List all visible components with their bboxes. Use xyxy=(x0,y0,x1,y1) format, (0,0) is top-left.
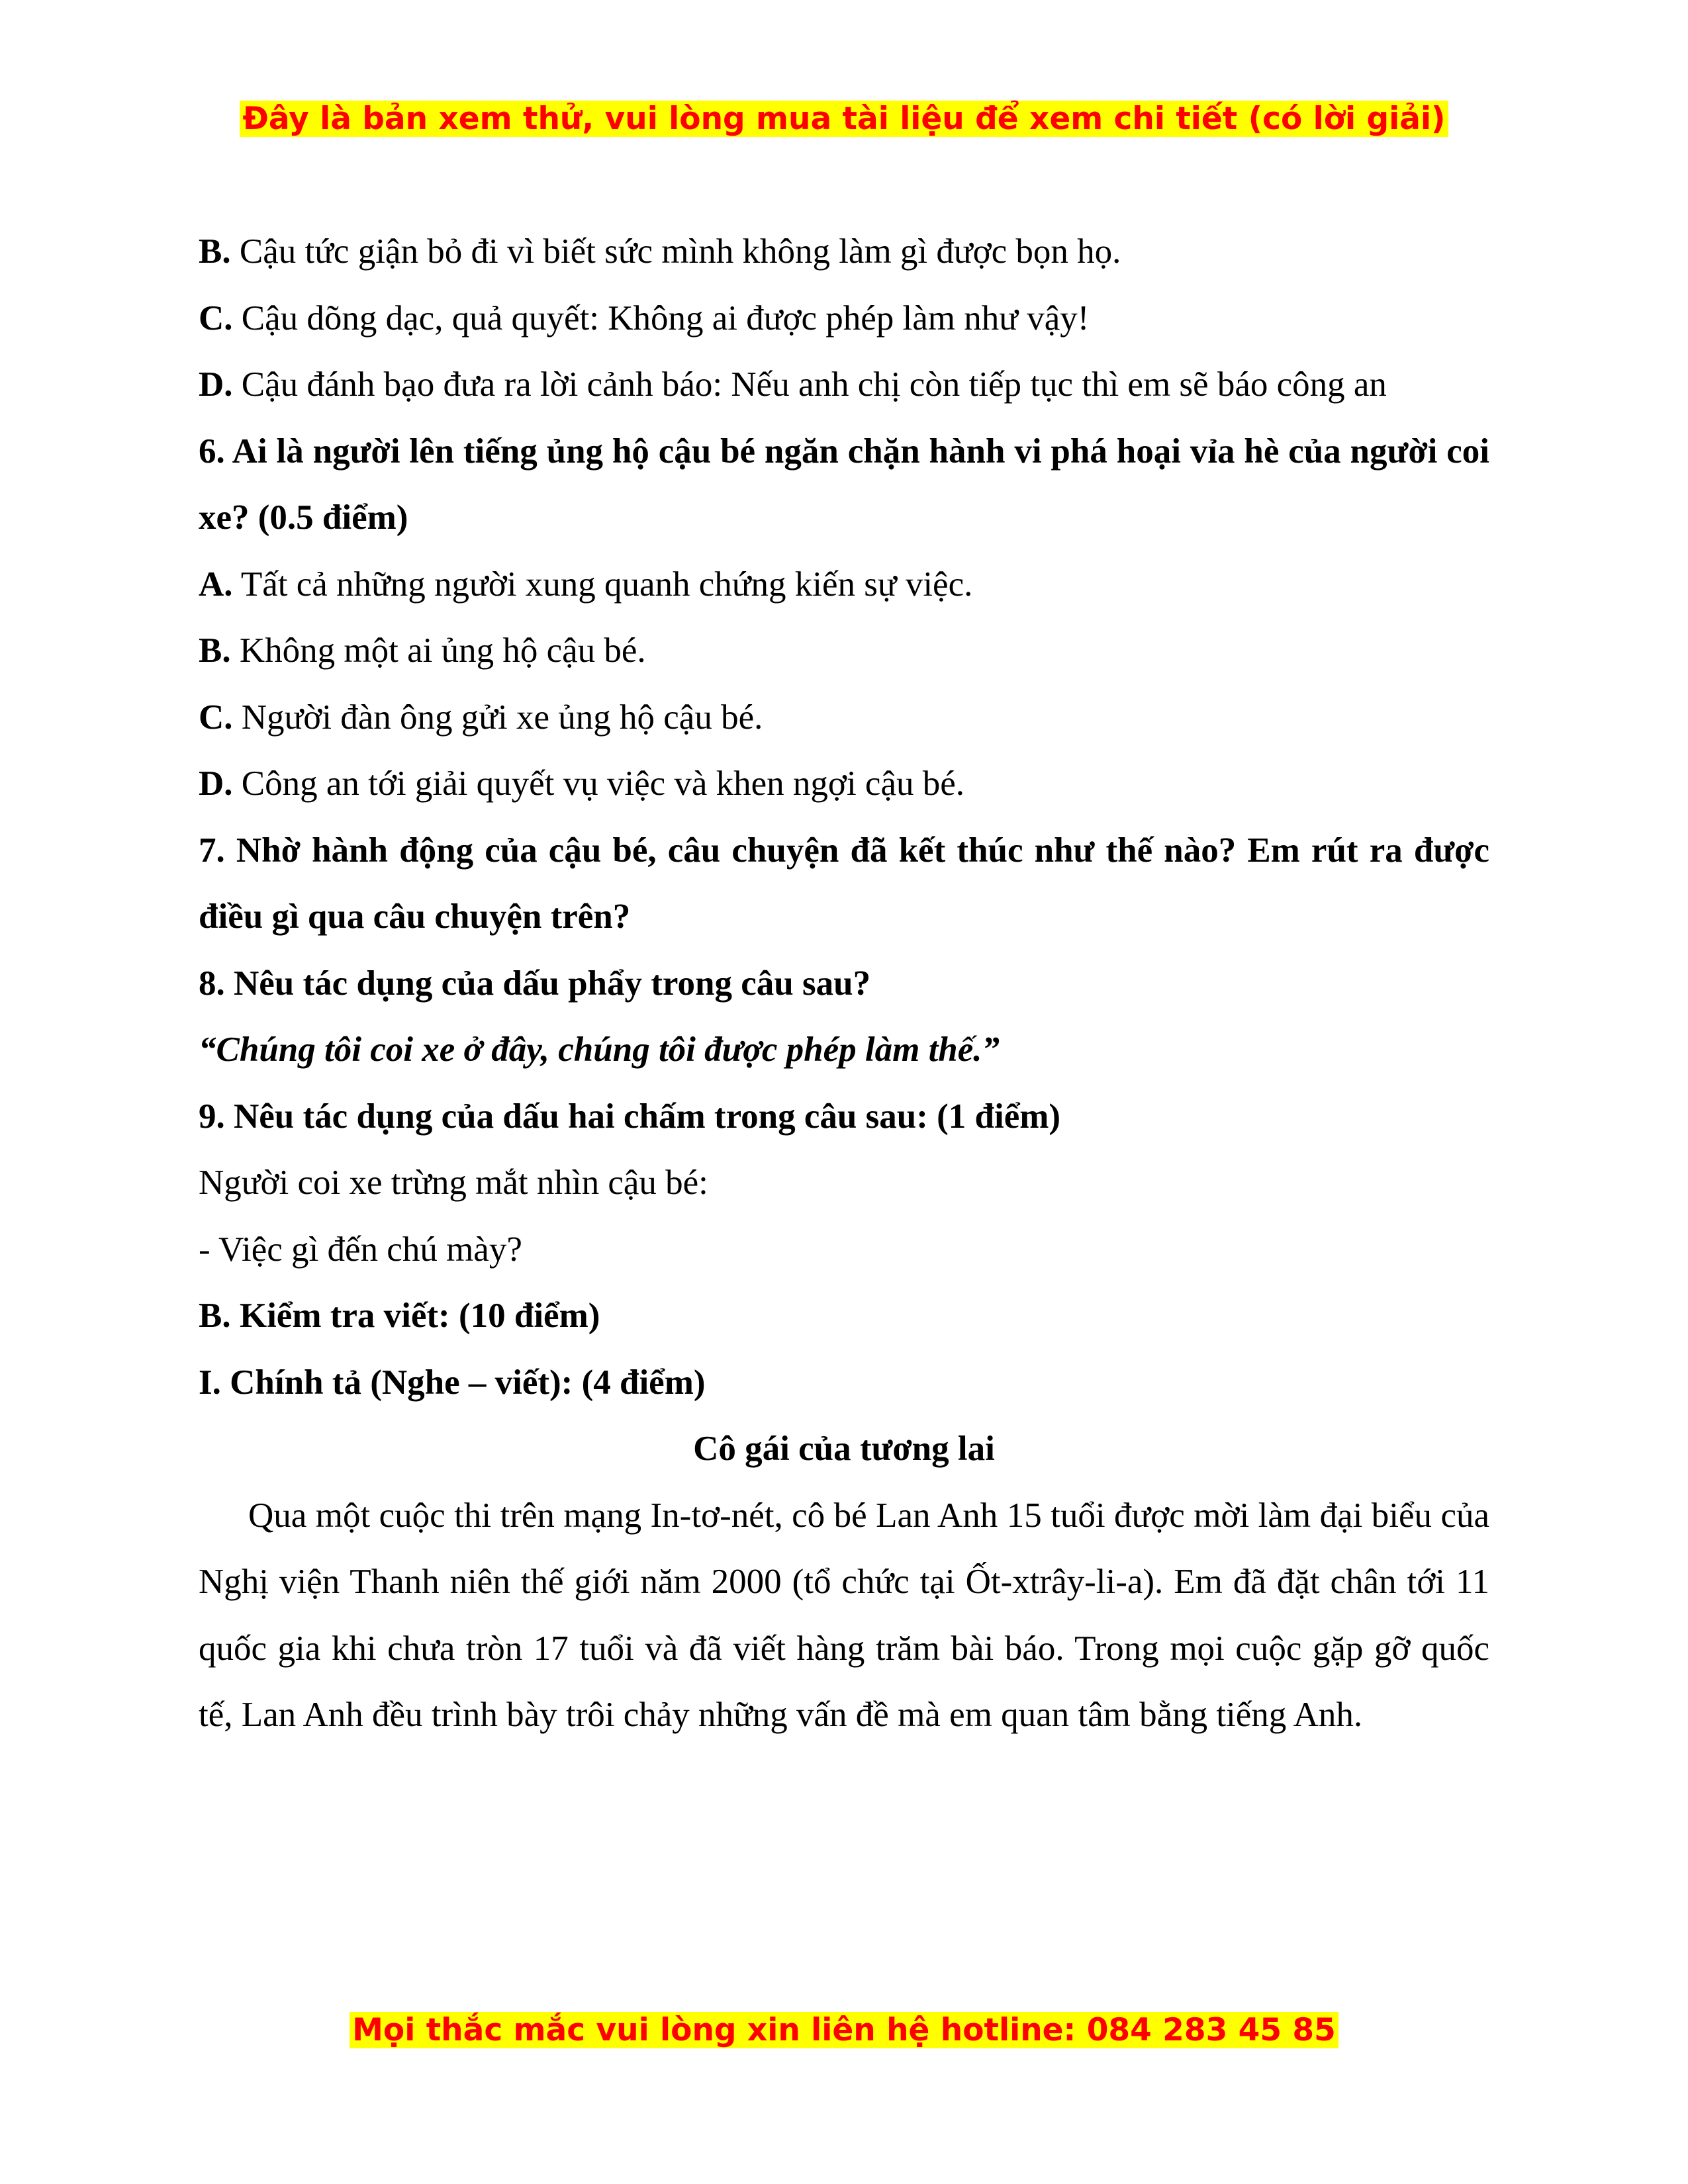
q6-option-b: B. Không một ai ủng hộ cậu bé. xyxy=(199,631,646,670)
q6-option-d: D. Công an tới giải quyết vụ việc và khen ngợi cậu bé. xyxy=(199,764,965,803)
preview-notice-text: Đây là bản xem thử, vui lòng mua tài liệu để xem chi tiết (có lời giải) xyxy=(240,101,1448,137)
q9-line-2: - Việc gì đến chú mày? xyxy=(199,1230,522,1269)
section-b-heading: B. Kiểm tra viết: (10 điểm) xyxy=(199,1297,600,1335)
preview-notice xyxy=(0,98,1688,140)
q9-question: 9. Nêu tác dụng của dấu hai chấm trong câu sau: (1 điểm) xyxy=(199,1097,1061,1136)
q8-question: 8. Nêu tác dụng của dấu phẩy trong câu sau? xyxy=(199,964,871,1003)
q5-option-c: C. Cậu dõng dạc, quả quyết: Không ai được phép làm như vậy! xyxy=(199,298,1090,338)
q6-option-c: C. Người đàn ông gửi xe ủng hộ cậu bé. xyxy=(199,698,763,737)
q5-option-b: B. Cậu tức giận bỏ đi vì biết sức mình không làm gì được bọn họ. xyxy=(199,232,1121,271)
q6-question: 6. Ai là người lên tiếng ủng hộ cậu bé ngăn chặn hành vi phá hoại vỉa hè của người coi xe? (0.5 điểm) xyxy=(199,432,1489,537)
q9-line-1: Người coi xe trừng mắt nhìn cậu bé: xyxy=(199,1163,708,1202)
q7-question: 7. Nhờ hành động của cậu bé, câu chuyện đã kết thúc như thế nào? Em rút ra được điều gì qua câu chuyện trên? xyxy=(199,831,1489,936)
q8-quote: “Chúng tôi coi xe ở đây, chúng tôi được phép làm thế.” xyxy=(199,1030,1000,1069)
q5-option-d: D. Cậu đánh bạo đưa ra lời cảnh báo: Nếu anh chị còn tiếp tục thì em sẽ báo công an xyxy=(199,365,1387,404)
document-body xyxy=(199,218,1489,1749)
q6-option-a: A. Tất cả những người xung quanh chứng kiến sự việc. xyxy=(199,565,973,604)
hotline-notice-text: Mọi thắc mắc vui lòng xin liên hệ hotline: 084 283 45 85 xyxy=(350,2012,1338,2048)
section-i-heading: I. Chính tả (Nghe – viết): (4 điểm) xyxy=(199,1363,706,1402)
dictation-paragraph: Qua một cuộc thi trên mạng In-tơ-nét, cô bé Lan Anh 15 tuổi được mời làm đại biểu của Nghị viện Thanh niên thế giới năm 2000 (tổ chức tại Ốt-xtrây-li-a). Em đã đặt chân tới 11 quốc gia khi chưa tròn 17 tuổi và đã viết hàng trăm bài báo. Trong mọi cuộc gặp gỡ quốc tế, Lan Anh đều trình bày trôi chảy những vấn đề mà em quan tâm bằng tiếng Anh. xyxy=(199,1496,1489,1734)
dictation-title: Cô gái của tương lai xyxy=(693,1430,995,1468)
hotline-notice xyxy=(0,2009,1688,2052)
